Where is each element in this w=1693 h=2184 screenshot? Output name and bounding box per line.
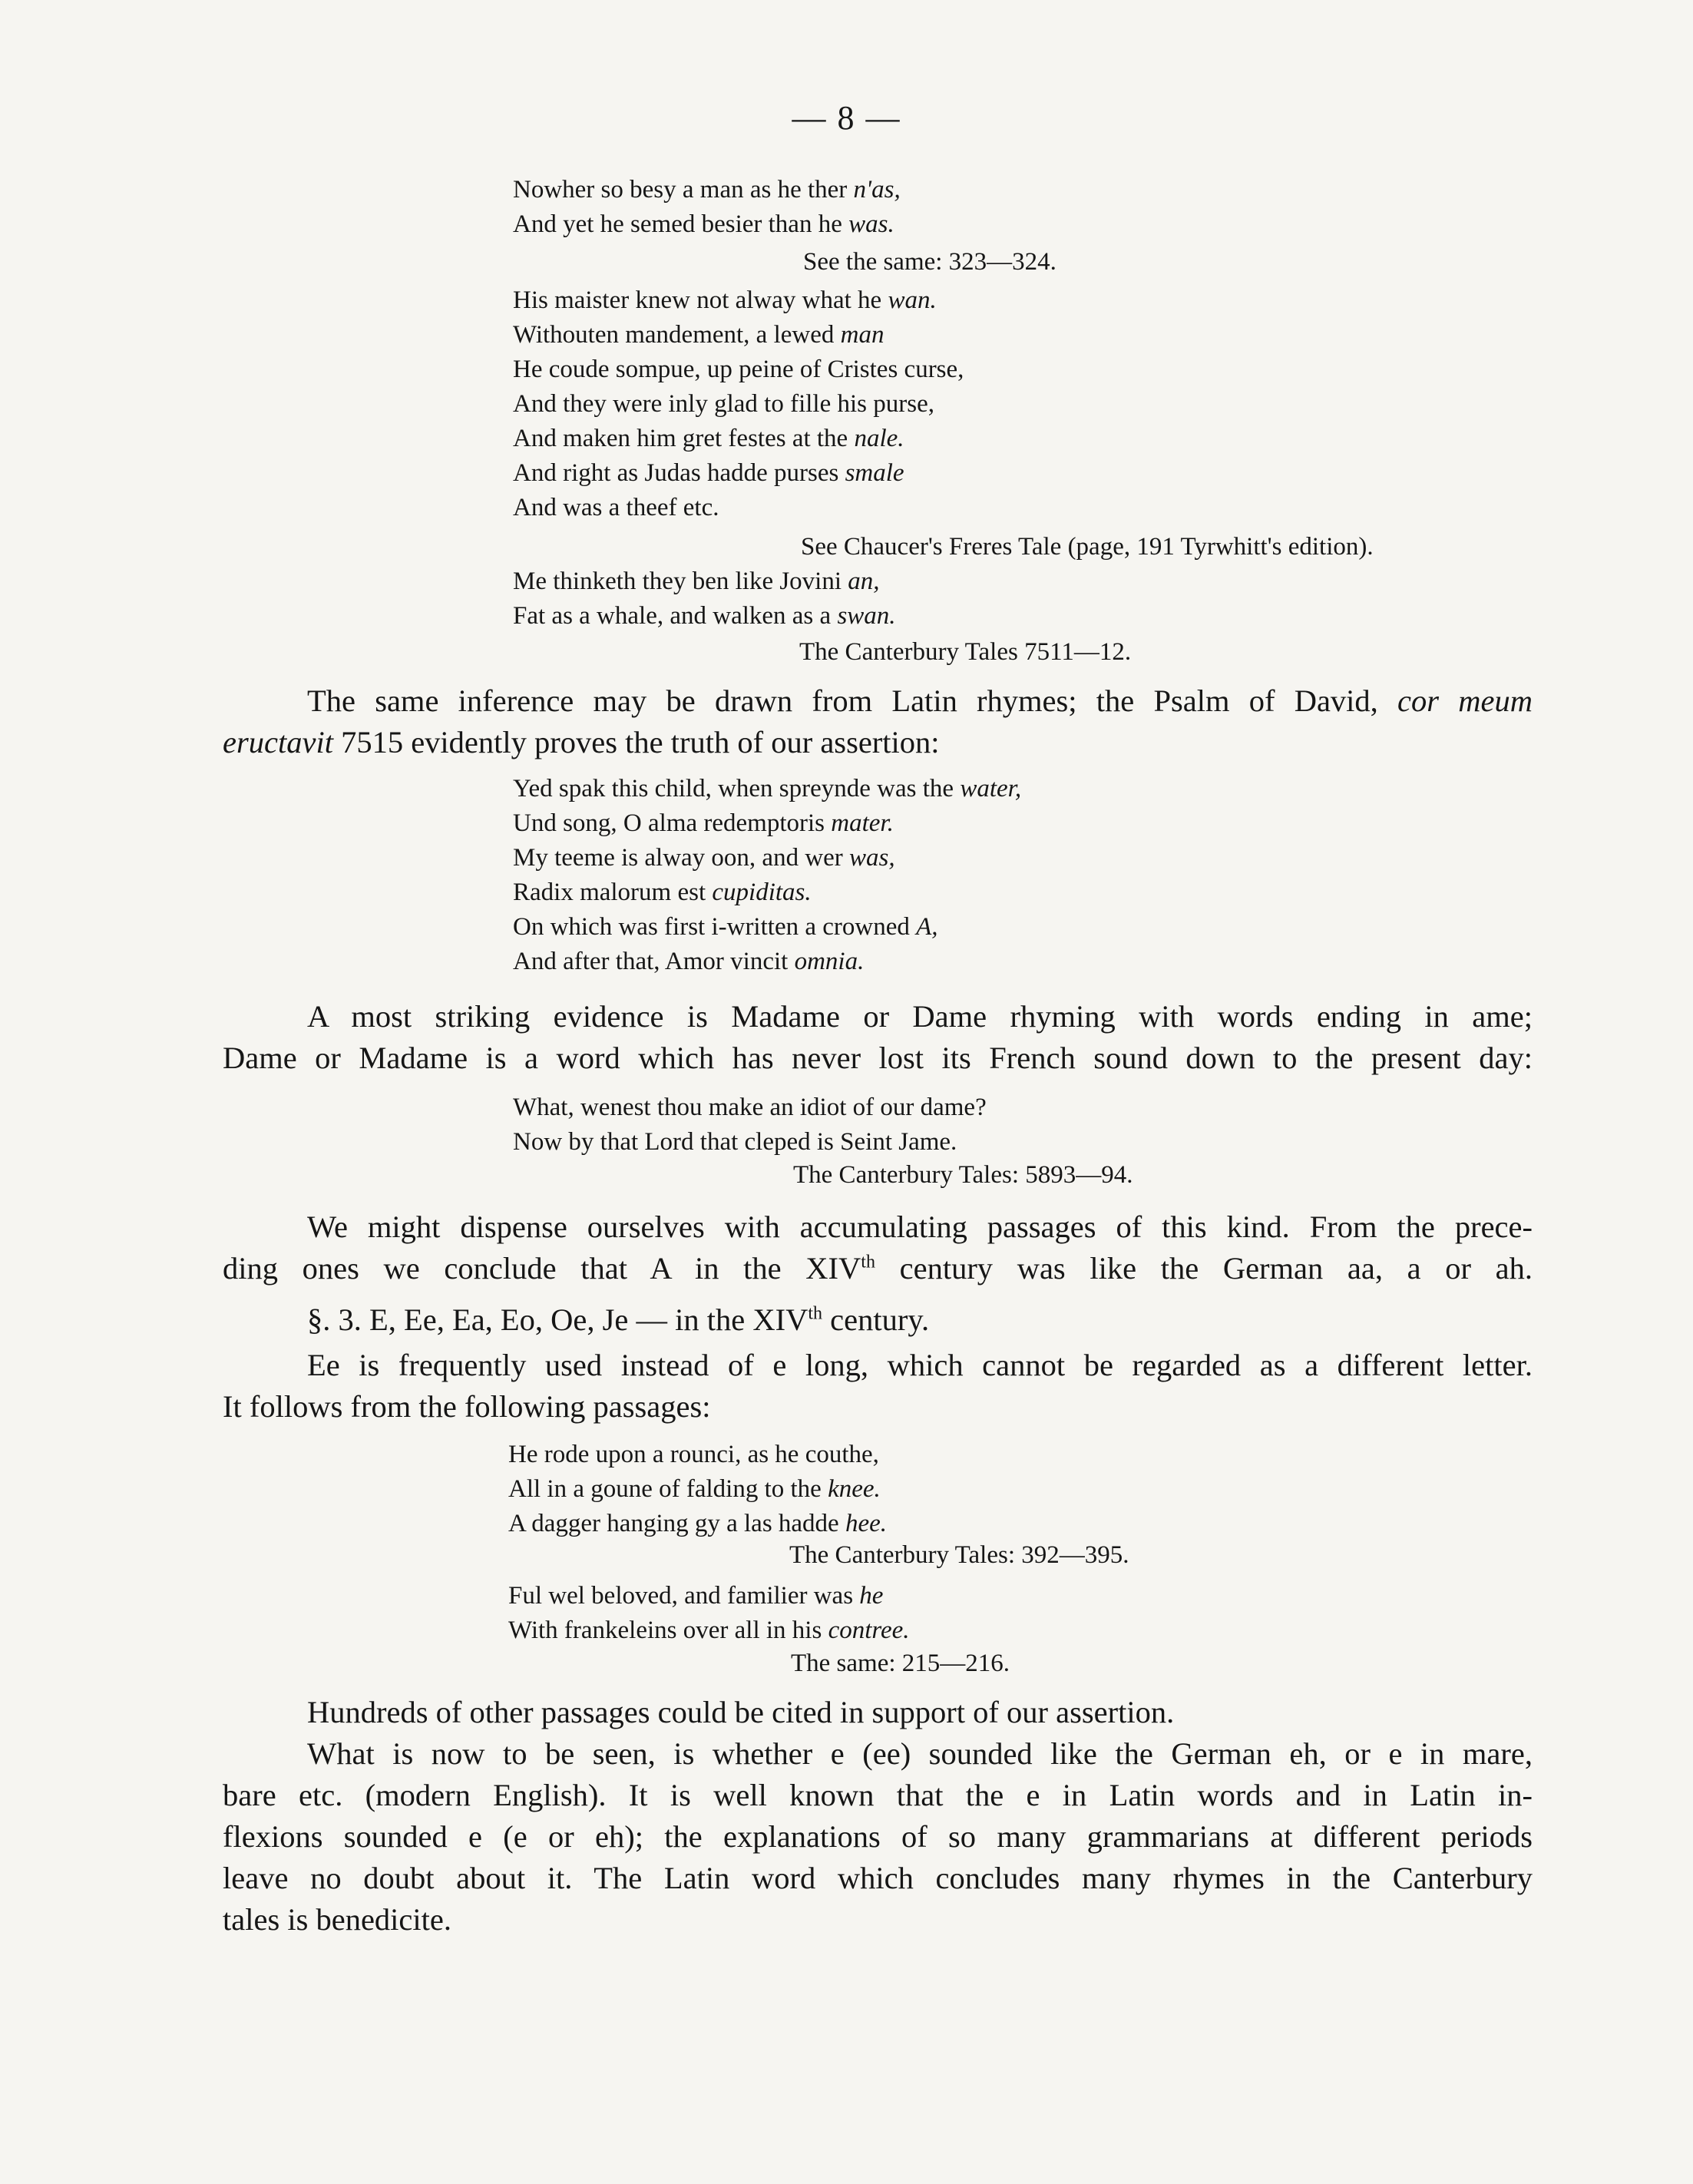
prose-line: The same inference may be drawn from Latin rhymes; the Psalm of David, cor meum <box>307 683 1533 718</box>
verse-quote-1 <box>513 173 901 242</box>
page-number: — 8 — <box>792 99 901 137</box>
prose-line: tales is benedicite. <box>223 1902 452 1937</box>
verse-source-3: The Canterbury Tales 7511—12. <box>799 638 1132 666</box>
paragraph-ee <box>223 1345 1533 1428</box>
verse-line: And after that, Amor vincit omnia. <box>513 948 865 975</box>
verse-source-6: The Canterbury Tales: 392—395. <box>789 1541 1129 1569</box>
prose-line: ding ones we conclude that A in the XIVth century was like the German aa, a or ah. <box>223 1251 1533 1286</box>
verse-line: And right as Judas hadde purses smale <box>513 459 904 487</box>
verse-line: And they were inly glad to fille his purse, <box>513 390 934 418</box>
verse-line: And yet he semed besier than he was. <box>513 210 894 238</box>
verse-line: He coude sompue, up peine of Cristes curse, <box>513 356 964 383</box>
paragraph-latin-e <box>223 1733 1533 1941</box>
verse-line: Me thinketh they ben like Jovini an, <box>513 568 880 595</box>
verse-line: With frankeleins over all in his contree. <box>508 1616 910 1644</box>
verse-quote-6 <box>508 1438 887 1541</box>
prose-line: Dame or Madame is a word which has never lost its French sound down to the present day: <box>223 1041 1533 1075</box>
prose-line: eructavit 7515 evidently proves the truth of our assertion: <box>223 725 940 759</box>
section-title: §. 3. E, Ee, Ea, Eo, Oe, Je — in the XIVth century. <box>307 1302 930 1337</box>
section-heading <box>223 1299 1533 1341</box>
verse-source-2: See Chaucer's Freres Tale (page, 191 Tyrwhitt's edition). <box>801 533 1374 561</box>
verse-quote-4 <box>513 772 1021 979</box>
verse-line: On which was first i-written a crowned A, <box>513 913 938 941</box>
verse-line: His maister knew not alway what he wan. <box>513 286 937 314</box>
prose-line: Ee is frequently used instead of e long, which cannot be regarded as a different letter. <box>307 1348 1533 1382</box>
verse-line: My teeme is alway oon, and wer was, <box>513 844 895 872</box>
verse-quote-7 <box>508 1579 910 1648</box>
verse-line: Fat as a whale, and walken as a swan. <box>513 602 896 630</box>
verse-source-5: The Canterbury Tales: 5893—94. <box>793 1161 1133 1189</box>
prose-line: flexions sounded e (e or eh); the explanations of so many grammarians at different periods <box>223 1819 1533 1854</box>
prose-line: What is now to be seen, is whether e (ee) sounded like the German eh, or e in mare, <box>307 1736 1533 1771</box>
prose-line: It follows from the following passages: <box>223 1389 711 1424</box>
verse-source-7: The same: 215—216. <box>791 1650 1010 1677</box>
verse-line: Now by that Lord that cleped is Seint Jame. <box>513 1128 957 1156</box>
verse-line: And maken him gret festes at the nale. <box>513 425 904 452</box>
verse-line: Und song, O alma redemptoris mater. <box>513 809 894 837</box>
verse-quote-3 <box>513 564 896 634</box>
verse-line: Yed spak this child, when spreynde was the water, <box>513 775 1022 802</box>
verse-line: All in a goune of falding to the knee. <box>508 1475 881 1503</box>
prose-line: bare etc. (modern English). It is well known that the e in Latin words and in Latin in- <box>223 1778 1533 1812</box>
verse-line: A dagger hanging gy a las hadde hee. <box>508 1510 888 1537</box>
paragraph-conclusion-a <box>223 1206 1533 1289</box>
verse-line: Radix malorum est cupiditas. <box>513 879 812 906</box>
paragraph-hundreds <box>223 1692 1533 1733</box>
verse-line: And was a theef etc. <box>513 494 719 521</box>
prose-line: We might dispense ourselves with accumulating passages of this kind. From the prece- <box>307 1209 1533 1244</box>
verse-quote-2 <box>513 283 964 525</box>
prose-line: leave no doubt about it. The Latin word which concludes many rhymes in the Canterbury <box>223 1861 1533 1895</box>
verse-line: What, wenest thou make an idiot of our dame? <box>513 1094 987 1121</box>
verse-line: Withouten mandement, a lewed man <box>513 321 885 349</box>
verse-line: Ful wel beloved, and familier was he <box>508 1582 884 1610</box>
prose-line: A most striking evidence is Madame or Dame rhyming with words ending in ame; <box>307 999 1533 1034</box>
paragraph-latin-rhymes <box>223 680 1533 763</box>
verse-source-1: See the same: 323—324. <box>803 248 1056 276</box>
verse-line: Nowher so besy a man as he ther n'as, <box>513 176 901 204</box>
verse-quote-5 <box>513 1090 987 1160</box>
paragraph-madame <box>223 996 1533 1079</box>
verse-line: He rode upon a rounci, as he couthe, <box>508 1441 879 1468</box>
prose-line: Hundreds of other passages could be cited in support of our assertion. <box>307 1695 1175 1729</box>
